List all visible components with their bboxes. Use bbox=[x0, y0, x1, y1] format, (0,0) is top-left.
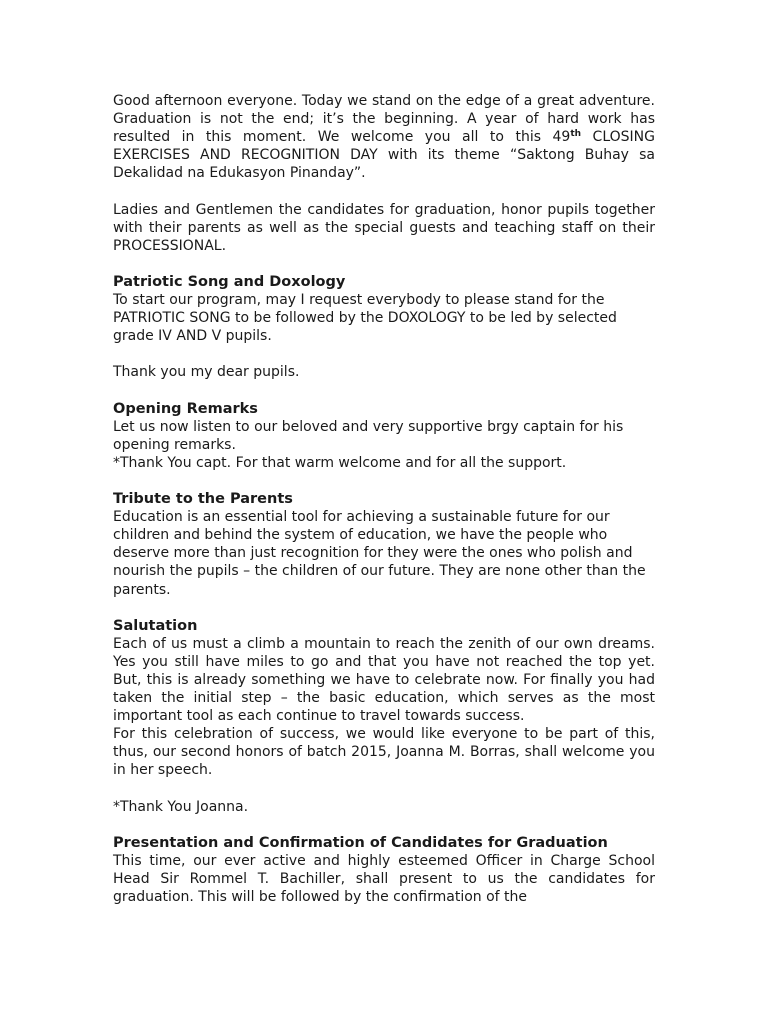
opening-paragraph: Let us now listen to our beloved and very supportive brgy captain for his opening remarks. bbox=[113, 418, 624, 453]
tribute-paragraph: Education is an essential tool for achieving a sustainable future for our children and behind the system of education, we have the people who deserve more than just recognition for they were the ones who polish and nourish the pupils – the children of our future. They are none other than the parents. bbox=[113, 509, 646, 598]
heading-salutation: Salutation bbox=[113, 617, 198, 634]
spacer bbox=[113, 182, 655, 200]
heading-patriotic-song: Patriotic Song and Doxology bbox=[113, 273, 346, 290]
thank-captain-paragraph: *Thank You capt. For that warm welcome and for all the support. bbox=[113, 454, 567, 471]
celebration-paragraph: For this celebration of success, we would like everyone to be part of this, thus, our second honors of batch 2015, Joanna M. Borras, shall welcome you in her speech. bbox=[113, 726, 655, 779]
thank-joanna-paragraph: *Thank You Joanna. bbox=[113, 798, 249, 815]
heading-opening-remarks: Opening Remarks bbox=[113, 400, 258, 417]
heading-presentation-candidates: Presentation and Confirmation of Candidates for Graduation bbox=[113, 834, 608, 851]
spacer bbox=[113, 816, 655, 834]
spacer bbox=[113, 599, 655, 617]
spacer bbox=[113, 472, 655, 490]
salutation-paragraph: Each of us must a climb a mountain to reach the zenith of our own dreams. Yes you still have miles to go and that you have not reached the top yet. But, this is already something we have to celebrate now. For finally you had taken the initial step – the basic education, which serves as the most important tool as each continue to travel towards success. bbox=[113, 635, 655, 725]
intro-paragraph bbox=[113, 92, 655, 182]
patriotic-paragraph: To start our program, may I request everybody to please stand for the PATRIOTIC SONG to be followed by the DOXOLOGY to be led by selected grade IV AND V pupils. bbox=[113, 292, 617, 345]
intro-text-end: CLOSING EXERCISES AND RECOGNITION DAY with its theme “Saktong Buhay sa Dekalidad na Edukasyon Pinanday”. bbox=[113, 129, 655, 182]
spacer bbox=[113, 780, 655, 798]
heading-tribute-parents: Tribute to the Parents bbox=[113, 491, 293, 508]
presentation-paragraph: This time, our ever active and highly esteemed Officer in Charge School Head Sir Rommel T. Bachiller, shall present to us the candidates for graduation. This will be followed by the confirmation of the bbox=[113, 852, 655, 906]
spacer bbox=[113, 255, 655, 273]
thank-pupils-paragraph: Thank you my dear pupils. bbox=[113, 364, 300, 381]
spacer bbox=[113, 345, 655, 363]
ordinal-suffix: th bbox=[570, 129, 582, 140]
spacer bbox=[113, 382, 655, 400]
processional-paragraph: Ladies and Gentlemen the candidates for graduation, honor pupils together with their parents as well as the special guests and teaching staff on their PROCESSIONAL. bbox=[113, 201, 655, 254]
intro-text-start: Good afternoon everyone. Today we stand on the edge of a great adventure. Graduation is not the end; it’s the beginning. A year of hard work has resulted in this moment. We welcome you all to this 49 bbox=[113, 93, 655, 146]
document-page bbox=[113, 92, 655, 906]
